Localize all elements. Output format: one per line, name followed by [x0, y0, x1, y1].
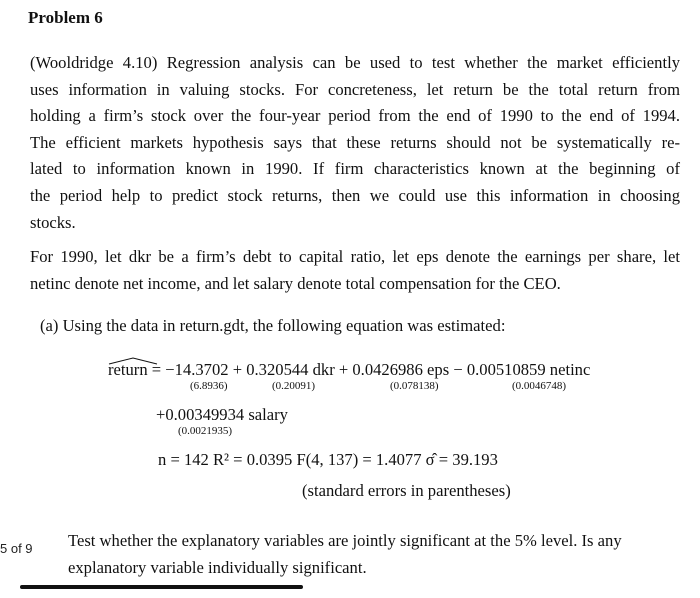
problem-title: Problem 6	[28, 8, 103, 27]
question-line: Test whether the explanatory variables are jointly significant at the 5% level. Is any	[68, 531, 622, 550]
se-eps: (0.078138)	[390, 380, 439, 392]
standard-errors-note: (standard errors in parentheses)	[302, 481, 511, 500]
paragraph-line: (Wooldridge 4.10) Regression analysis can be used to test whether the market efficiently	[30, 53, 680, 72]
equation-rhs: = −14.3702 + 0.320544 dkr + 0.0426986 eps − 0.00510859 netinc	[151, 360, 591, 379]
hat-accent-icon	[108, 357, 158, 365]
home-indicator-bar[interactable]	[20, 585, 303, 589]
se-netinc: (0.0046748)	[512, 380, 567, 392]
question-line: explanatory variable individually significant.	[68, 558, 367, 577]
question-text	[68, 527, 680, 581]
equation-line-2: +0.00349934 salary	[156, 405, 288, 424]
equation-lhs-text: return	[108, 360, 148, 379]
se-salary: (0.0021935)	[178, 425, 233, 437]
paragraph-line: lated to information known in 1990. If firm characteristics known at the beginning of	[30, 159, 680, 179]
equation-lhs	[108, 360, 148, 380]
page-indicator: 5 of 9	[0, 541, 33, 556]
paragraph-line: For 1990, let dkr be a firm’s debt to capital ratio, let eps denote the earnings per share, let	[30, 247, 680, 266]
paragraph-line: holding a firm’s stock over the four-year period from the end of 1990 to the end of 1994.	[30, 106, 680, 126]
paragraph-line: the period help to predict stock returns, then we could use this information in choosing	[30, 185, 680, 205]
se-intercept: (6.8936)	[190, 380, 228, 392]
equation-line-1	[108, 360, 590, 380]
paragraph-variables	[30, 244, 680, 297]
part-a-heading: (a) Using the data in return.gdt, the following equation was estimated:	[40, 316, 506, 335]
paragraph-line: netinc denote net income, and let salary denote total compensation for the CEO.	[30, 273, 561, 293]
se-dkr: (0.20091)	[272, 380, 316, 392]
regression-stats: n = 142 R² = 0.0395 F(4, 137) = 1.4077 σ̂ = 39.193	[158, 450, 498, 469]
paragraph-line: The efficient markets hypothesis says that these returns should not be systematically re-	[30, 132, 680, 152]
paragraph-line: uses information in valuing stocks. For concreteness, let return be the total return from	[30, 79, 680, 99]
paragraph-line: stocks.	[30, 212, 76, 232]
paragraph-intro	[30, 50, 680, 236]
